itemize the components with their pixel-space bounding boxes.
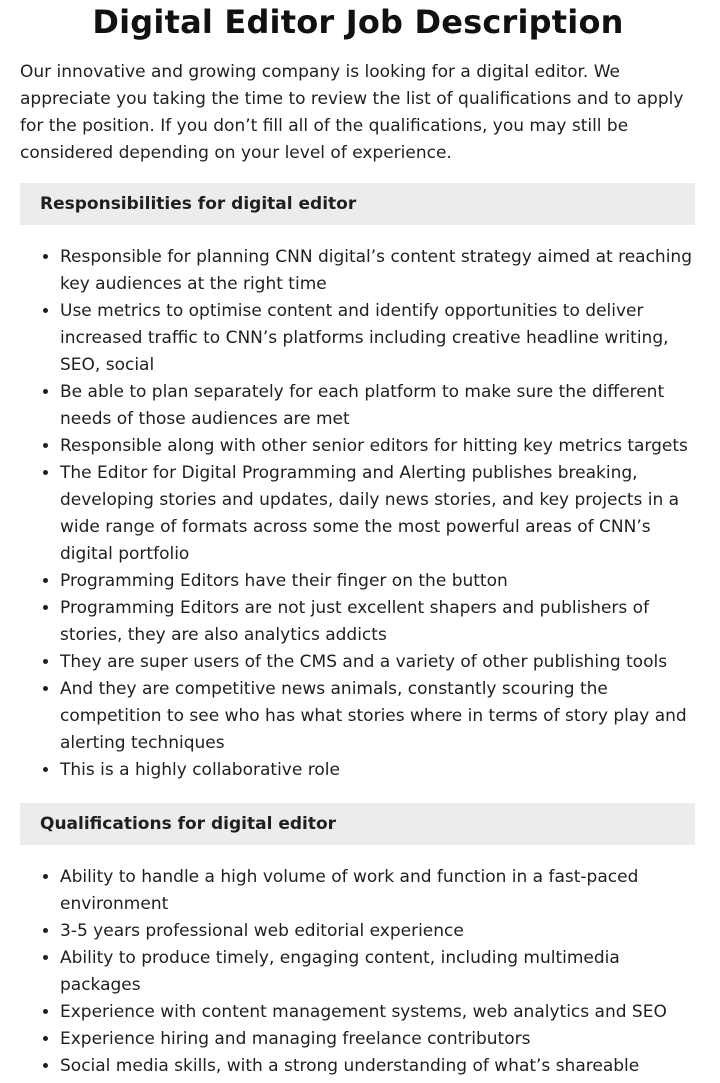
list-item: • This is a highly collaborative role: [60, 757, 700, 784]
list-item: • Social media skills, with a strong understanding of what’s shareable: [60, 1053, 700, 1080]
list-item: • Be able to plan separately for each platform to make sure the different needs of those audiences are met: [60, 379, 700, 433]
list-item: • And they are competitive news animals, constantly scouring the competition to see who has what stories where in terms of story play and alerting techniques: [60, 676, 700, 757]
list-item: • Experience with content management systems, web analytics and SEO: [60, 999, 700, 1026]
list-item: • Responsible for planning CNN digital’s content strategy aimed at reaching key audiences at the right time: [60, 244, 700, 298]
qualifications-heading: Qualifications for digital editor: [20, 803, 695, 845]
page-title: Digital Editor Job Description: [92, 3, 624, 41]
list-item: • 3-5 years professional web editorial experience: [60, 918, 700, 945]
list-item: • Experience hiring and managing freelance contributors: [60, 1026, 700, 1053]
responsibilities-list: [20, 244, 700, 784]
intro-paragraph: Our innovative and growing company is looking for a digital editor. We appreciate you taking the time to review the list of qualifications and to apply for the position. If you don’t fill all of the qualifications, you may still be considered depending on your level of experience.: [20, 62, 684, 163]
list-item: • They are super users of the CMS and a variety of other publishing tools: [60, 649, 700, 676]
list-item: • The Editor for Digital Programming and Alerting publishes breaking, developing stories and updates, daily news stories, and key projects in a wide range of formats across some the most powerful areas of CNN’s digital portfolio: [60, 460, 700, 568]
list-item: • Ability to handle a high volume of work and function in a fast-paced environment: [60, 864, 700, 918]
list-item: • Ability to produce timely, engaging content, including multimedia packages: [60, 945, 700, 999]
qualifications-list: [20, 864, 700, 1080]
list-item: • Use metrics to optimise content and identify opportunities to deliver increased traffic to CNN’s platforms including creative headline writing, SEO, social: [60, 298, 700, 379]
list-item: • Programming Editors are not just excellent shapers and publishers of stories, they are also analytics addicts: [60, 595, 700, 649]
responsibilities-heading: Responsibilities for digital editor: [20, 183, 695, 225]
list-item: • Programming Editors have their finger on the button: [60, 568, 700, 595]
list-item: • Responsible along with other senior editors for hitting key metrics targets: [60, 433, 700, 460]
